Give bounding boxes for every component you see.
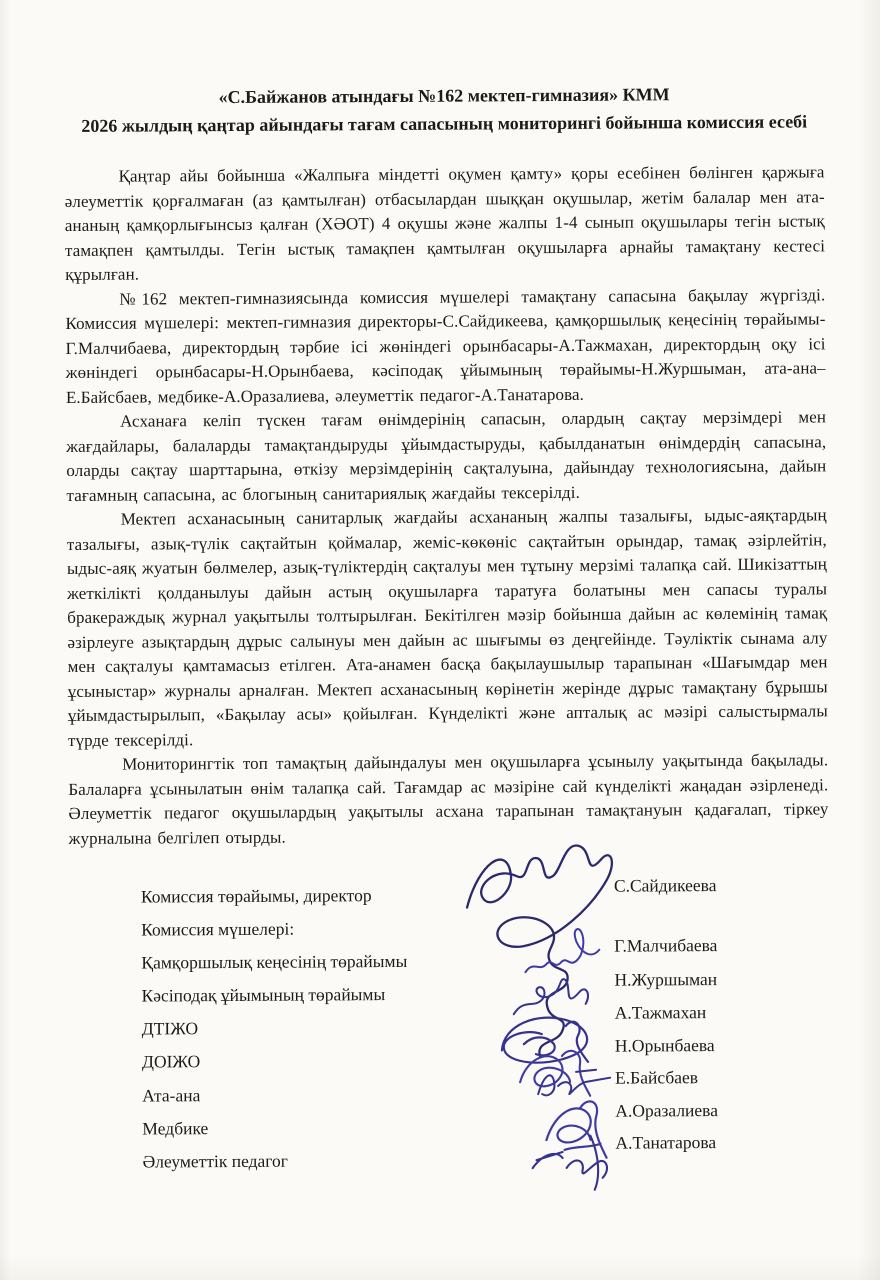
paragraph-5: Мониторингтік топ тамақтың дайындалуы мен оқушыларға ұсынылу уақытында бақылады. Балаларға ұсынылатын өнім талапқа сай. Тағамдар ас мәзіріне сай күнделікті жаңадан әзірленеді. Әлеуметтік педагог оқушылардың уақытылы асхана тарапынан тамақтануын қадағалап, тіркеу журналына белгілеп отырды. xyxy=(68,750,829,848)
signer-role-nurse: Медбике xyxy=(142,1118,209,1139)
signer-name-tazhmakhan: А.Тажмахан xyxy=(614,1002,707,1023)
signer-role-director: Комиссия төрайымы, директор xyxy=(140,885,372,907)
signer-role-dtizho: ДТІЖО xyxy=(141,1018,199,1039)
signer-name-tanatarova: А.Танатарова xyxy=(615,1132,717,1153)
signature-ink-orynbaeva xyxy=(520,1051,590,1096)
signature-ink-saydikeeva xyxy=(467,845,613,1056)
signer-role-members: Комиссия мүшелері: xyxy=(141,918,295,940)
signer-name-zhurshyman: Н.Журшыман xyxy=(614,969,718,990)
signature-ink-zhurshyman xyxy=(513,979,588,1014)
document-title xyxy=(64,79,824,140)
signature-ink-baysbaev xyxy=(538,1070,610,1096)
signer-role-parent: Ата-ана xyxy=(142,1085,201,1106)
signature-ink-malchibaeva xyxy=(525,929,599,972)
paragraph-3: Асханаға келіп түскен тағам өнімдерінің сапасын, олардың сақтау мерзімдері мен жағдайлары, балаларды тамақтандыруды ұйымдастыруды, қабылданатын өнімдердің сапасына, оларды сақтау шарттарына, өткізу мерзімдерінің сақталуына, дайындау технологиясына, дайын тағамның сапасына, ас блогының санитариялық жағдайы тексерілді. xyxy=(66,407,827,505)
document-content xyxy=(64,79,831,1187)
signature-ink-tazhmakhan xyxy=(502,1017,588,1063)
signer-role-doizho: ДОІЖО xyxy=(141,1051,201,1072)
paragraph-2: №162 мектеп-гимназиясында комиссия мүшелері тамақтану сапасына бақылау жүргізді. Комиссия мүшелері: мектеп-гимназия директоры-С.Сайдикеева, қамқоршылық кеңесінің төрайымы-Г.Малчибаева, директордың тәрбие ісі жөніндегі орынбасары-А.Тажмахан, директордың оқу ісі жөніндегі орынбасары-Н.Орынбаева, кәсіподақ ұйымының төрайымы-Н.Журшыман, ата-ана–Е.Байсбаев, медбике-А.Оразалиева, әлеуметтік педагог-А.Танатарова. xyxy=(65,284,826,407)
signer-role-union-chair: Кәсіподақ ұйымының төрайымы xyxy=(141,984,386,1006)
paragraph-1: Қаңтар айы бойынша «Жалпыға міндетті оқумен қамту» қоры есебінен бөлінген қаржыға әлеуметтік қорғалмаған (аз қамтылған) отбасылардан шыққан оқушылар, жетім балалар мен ата-ананың қамқорлығынсыз қалған (ХӘОТ) 4 оқушы және жалпы 1-4 сынып оқушылары тегін ыстық тамақпен қамтылды. Тегін ыстық тамақпен қамтылған оқушыларға арнайы тамақтану кестесі құрылған. xyxy=(64,162,826,284)
signature-ink-orazalieva xyxy=(546,1101,606,1158)
signer-name-saydikeeva: С.Сайдикеева xyxy=(613,875,717,896)
paragraph-4: Мектеп асханасының санитарлық жағдайы асхананың жалпы тазалығы, ыдыс-аяқтардың тазалығы, азық-түлік сақтайтын қоймалар, жеміс-көкөніс сақтайтын орындар, тамақ әзірлейтін, ыдыс-аяқ жуатын бөлмелер, азық-түліктердің сақталуы мен тұтыну мерзімі талапқа сай. Шикізаттың жеткілікті қолданылуы дайын астың оқушыларға таратуға болатыны мен сапасы туралы бракераждық журнал уақытылы толтырылған. Бекітілген мәзір бойынша дайын ас көлемінің тамақ әзірлеуге азықтардың дұрыс салынуы мен дайын ас шығымы өз деңгейінде. Тәуліктік сынама алу мен сақталуы қамтамасыз етілген. Ата-анамен басқа бақылаушылыр тарапынан «Шағымдар мен ұсыныстар» журналы арналған. Мектеп асханасының көрінетін жерінде дұрыс тамақтану бұрышы ұйымдастырылып, «Бақылау асы» қойылған. Күнделікті және апталық ас мәзірі салыстырмалы түрде тексерілді. xyxy=(66,505,828,750)
signer-name-malchibaeva: Г.Малчибаева xyxy=(614,935,718,956)
signer-name-orazalieva: А.Оразалиева xyxy=(615,1100,719,1121)
signer-name-baysbaev: Е.Байсбаев xyxy=(615,1067,699,1088)
signature-ink-tanatarova xyxy=(532,1136,607,1190)
title-line-1: «С.Байжанов атындағы №162 мектеп-гимназия» КММ xyxy=(218,84,670,108)
signer-role-board-chair: Қамқоршылық кеңесінің төрайымы xyxy=(141,950,408,973)
signer-name-orynbaeva: Н.Орынбаева xyxy=(614,1035,715,1056)
title-line-2: 2026 жылдың қаңтар айындағы тағам сапасының мониторингі бойынша комиссия есебі xyxy=(81,111,808,136)
signer-role-social-pedagogue: Әлеуметтік педагог xyxy=(142,1150,288,1172)
signers-block xyxy=(69,875,831,1187)
document-body xyxy=(64,160,828,851)
